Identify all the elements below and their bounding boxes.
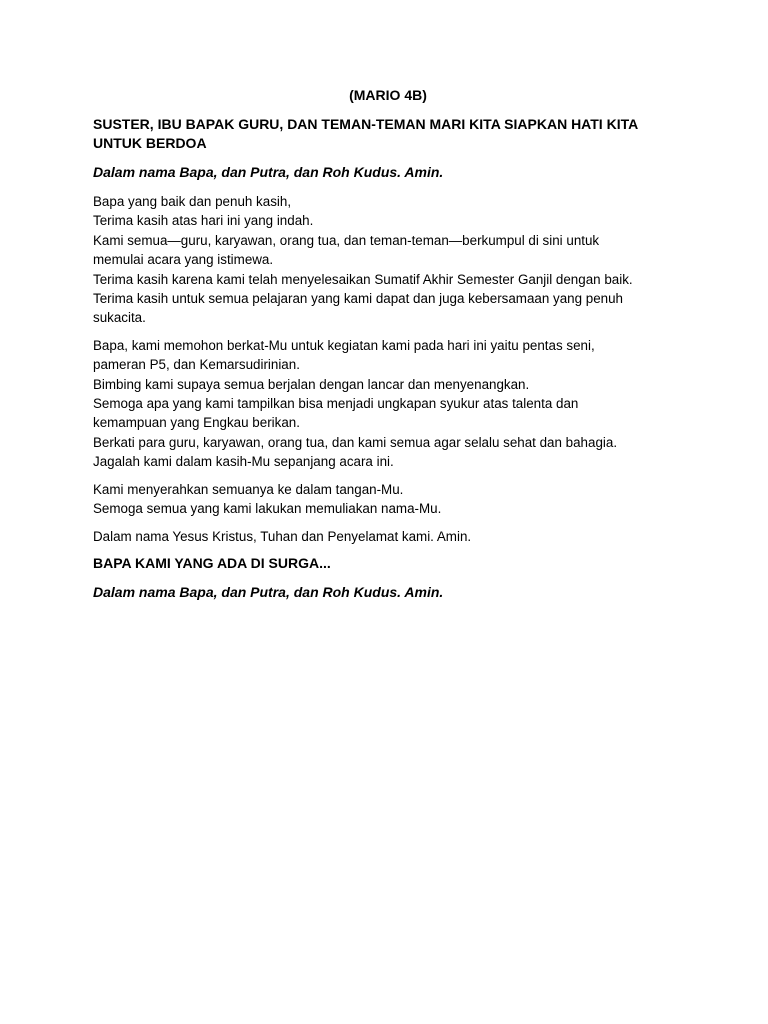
document-title: (MARIO 4B) <box>349 87 427 103</box>
paragraph-line: Terima kasih untuk semua pelajaran yang kami dapat dan juga kebersamaan yang penuh <box>93 291 624 307</box>
prayer-paragraph-2 <box>93 336 683 472</box>
prayer-paragraph-1 <box>93 192 683 328</box>
paragraph-line: Bapa yang baik dan penuh kasih, <box>93 194 292 209</box>
paragraph-line: Bimbing kami supaya semua berjalan dengan lancar dan menyenangkan. <box>93 376 530 392</box>
prayer-closing: Dalam nama Yesus Kristus, Tuhan dan Penyelamat kami. Amin. <box>93 528 472 544</box>
paragraph-line: Bapa, kami memohon berkat-Mu untuk kegiatan kami pada hari ini yaitu pentas seni, <box>93 337 595 353</box>
paragraph-line: pameran P5, dan Kemarsudirinian. <box>93 357 300 373</box>
paragraph-line: Berkati para guru, karyawan, orang tua, dan kami semua agar selalu sehat dan bahagia. <box>93 434 618 450</box>
paragraph-line: Terima kasih atas hari ini yang indah. <box>93 213 314 229</box>
paragraph-line: Kami semua—guru, karyawan, orang tua, dan teman-teman—berkumpul di sini untuk <box>93 232 600 248</box>
document-page <box>93 86 683 612</box>
our-father-heading: BAPA KAMI YANG ADA DI SURGA... <box>93 554 331 571</box>
paragraph-line: Terima kasih karena kami telah menyelesaikan Sumatif Akhir Semester Ganjil dengan baik. <box>93 271 633 287</box>
sign-of-cross-opening: Dalam nama Bapa, dan Putra, dan Roh Kudus. Amin. <box>93 164 444 180</box>
prayer-invitation: SUSTER, IBU BAPAK GURU, DAN TEMAN-TEMAN MARI KITA SIAPKAN HATI KITA UNTUK BERDOA <box>93 116 638 151</box>
paragraph-line: Semoga semua yang kami lakukan memuliakan nama-Mu. <box>93 501 442 517</box>
paragraph-line: Semoga apa yang kami tampilkan bisa menjadi ungkapan syukur atas talenta dan <box>93 396 579 412</box>
paragraph-line: Jagalah kami dalam kasih-Mu sepanjang acara ini. <box>93 454 394 470</box>
paragraph-line: memulai acara yang istimewa. <box>93 252 274 268</box>
paragraph-line: kemampuan yang Engkau berikan. <box>93 415 300 431</box>
prayer-paragraph-3 <box>93 480 683 519</box>
paragraph-line: sukacita. <box>93 310 146 326</box>
paragraph-line: Kami menyerahkan semuanya ke dalam tangan-Mu. <box>93 481 404 497</box>
sign-of-cross-closing: Dalam nama Bapa, dan Putra, dan Roh Kudus. Amin. <box>93 583 444 600</box>
